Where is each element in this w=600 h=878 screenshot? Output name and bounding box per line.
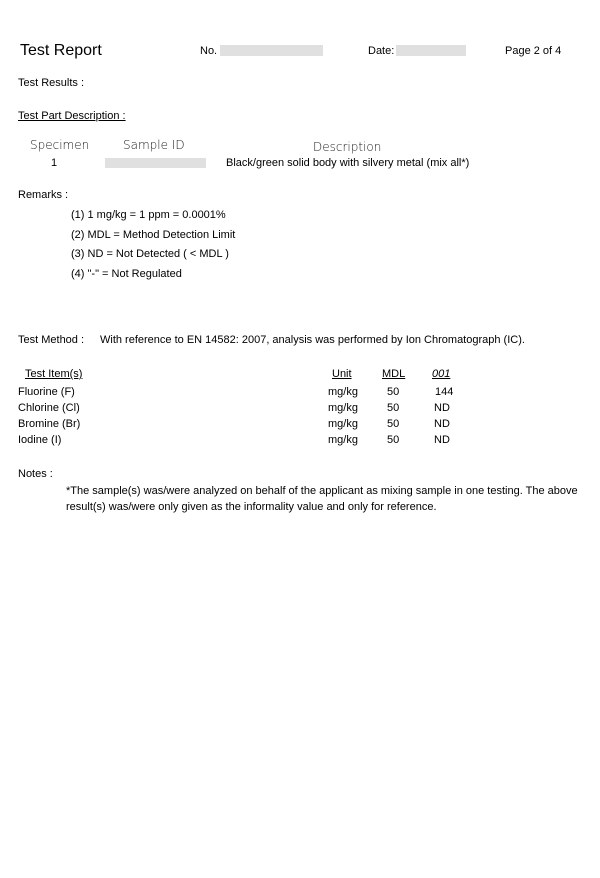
remarks-label: Remarks : (18, 189, 69, 201)
remark-item: (1) 1 mg/kg = 1 ppm = 0.0001% (71, 209, 226, 221)
remark-item: (3) ND = Not Detected ( < MDL ) (71, 248, 229, 260)
unit-cell: mg/kg (328, 402, 358, 414)
result-cell: ND (434, 402, 450, 414)
notes-label: Notes : (18, 468, 53, 480)
col-header-sample-001: 001 (432, 368, 451, 380)
unit-cell: mg/kg (328, 418, 358, 430)
col-header-mdl: MDL (382, 368, 406, 380)
specimen-number: 1 (51, 157, 58, 169)
test-item-name: Chlorine (Cl) (18, 402, 80, 414)
col-header-specimen: Specimen (30, 138, 90, 152)
col-header-sample-id: Sample ID (123, 138, 185, 152)
redacted-sample-id (105, 158, 206, 168)
report-title: Test Report (20, 42, 102, 59)
test-item-name: Iodine (I) (18, 434, 62, 446)
mdl-cell: 50 (387, 402, 400, 414)
date-label: Date: (368, 45, 395, 57)
remark-item: (2) MDL = Method Detection Limit (71, 229, 236, 241)
test-item-name: Fluorine (F) (18, 386, 75, 398)
specimen-description: Black/green solid body with silvery metal (mix all*) (226, 157, 470, 169)
test-method-text: With reference to EN 14582: 2007, analysis was performed by Ion Chromatograph (IC). (100, 334, 525, 346)
col-header-unit: Unit (332, 368, 352, 380)
page-number: Page 2 of 4 (505, 45, 562, 57)
col-header-test-item: Test Item(s) (25, 368, 83, 380)
redacted-date (396, 45, 466, 56)
remark-item: (4) "-" = Not Regulated (71, 268, 182, 280)
test-results-label: Test Results : (18, 77, 85, 89)
result-cell: ND (434, 434, 450, 446)
result-cell: ND (434, 418, 450, 430)
redacted-report-number (220, 45, 323, 56)
test-method-label: Test Method : (18, 334, 85, 346)
mdl-cell: 50 (387, 418, 400, 430)
unit-cell: mg/kg (328, 386, 358, 398)
result-cell: 144 (435, 386, 454, 398)
test-item-name: Bromine (Br) (18, 418, 81, 430)
mdl-cell: 50 (387, 386, 400, 398)
unit-cell: mg/kg (328, 434, 358, 446)
report-number-label: No. (200, 45, 218, 57)
notes-text: *The sample(s) was/were analyzed on behalf of the applicant as mixing sample in one testing. The above result(s) was/were only given as the informality value and only for reference. (66, 485, 578, 513)
mdl-cell: 50 (387, 434, 400, 446)
col-header-description: Description (313, 140, 382, 154)
part-description-heading: Test Part Description : (18, 110, 126, 122)
